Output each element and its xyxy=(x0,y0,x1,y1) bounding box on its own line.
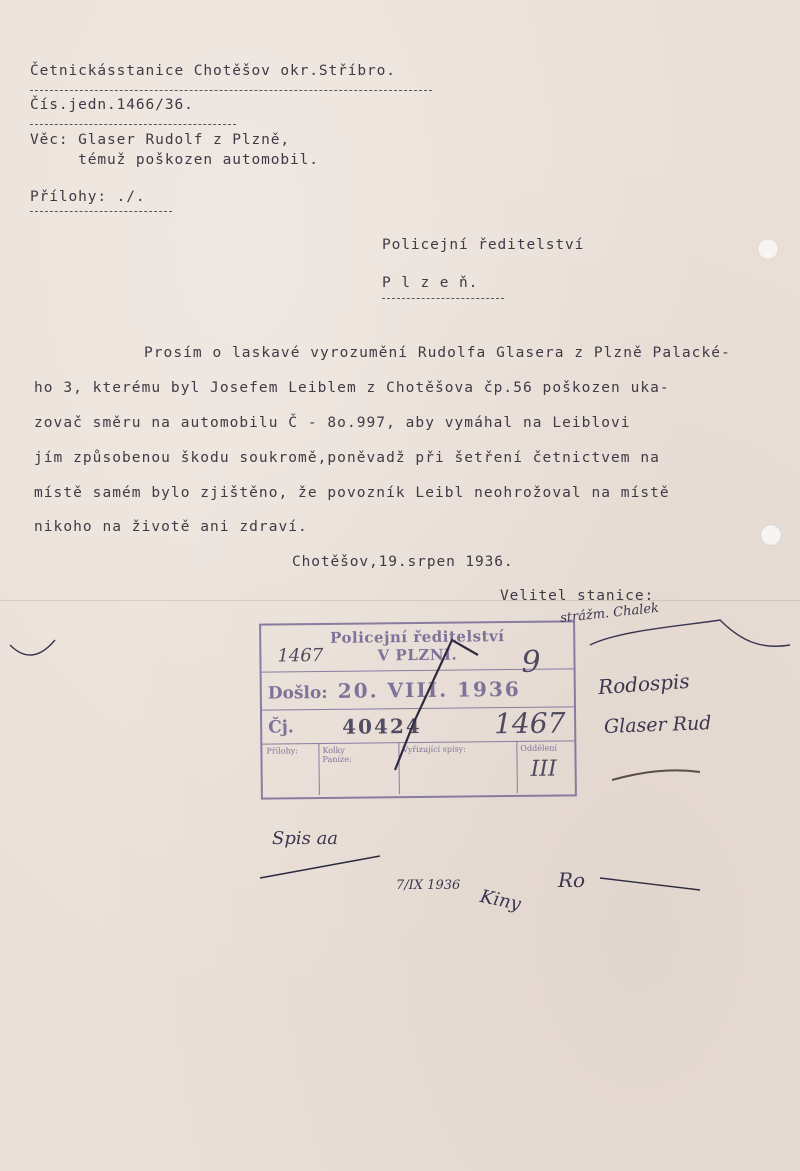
stamp-received-label: Došlo: xyxy=(267,682,328,704)
handwritten-date: 7/IX 1936 xyxy=(396,878,461,893)
place-date: Chotěšov,19.srpen 1936. xyxy=(292,554,514,570)
handwritten-note-rodospis: Rodospis xyxy=(597,668,691,700)
received-stamp xyxy=(259,620,577,799)
stamp-field-prilohy: Přílohy: xyxy=(266,746,298,756)
addressee-city: P l z e ň. xyxy=(382,275,479,291)
stamp-handwritten-cj: 1467 xyxy=(493,706,566,741)
stamp-header: Policejní ředitelství V PLZNI. xyxy=(329,627,505,665)
punch-hole-top xyxy=(757,238,779,260)
attachments-line: Přílohy: ./. xyxy=(30,189,146,205)
stamp-cj-number: 40424 xyxy=(342,713,422,739)
stamp-field-oddeleni: Oddělení xyxy=(520,743,558,753)
paper-fold xyxy=(0,600,800,601)
handwritten-note-glaser: Glaser Rud xyxy=(603,712,712,738)
header-underline xyxy=(30,90,432,91)
body-line-2: ho 3, kterému byl Josefem Leiblem z Chotěšova čp.56 poškozen uka- xyxy=(34,380,670,396)
handwritten-signature: strážm. Chalek xyxy=(559,600,660,627)
stamp-received-date: 20. VIII. 1936 xyxy=(337,676,521,703)
handwritten-spis: Spis aa xyxy=(272,828,339,849)
stamp-field-kolky: Kolky Paníze: xyxy=(322,745,352,765)
handwritten-initials-2: Ro xyxy=(558,868,586,892)
stamp-handwritten-9: 9 xyxy=(521,644,541,680)
subject-line-1: Věc: Glaser Rudolf z Plzně, xyxy=(30,132,291,148)
signature-title: Velitel stanice: xyxy=(500,588,655,604)
body-line-4: jím způsobenou škodu soukromě,poněvadž při šetření četnictvem na xyxy=(34,450,660,466)
body-line-5: místě samém bylo zjištěno, že povozník Leibl neohrožoval na místě xyxy=(34,485,670,501)
body-line-6: nikoho na životě ani zdraví. xyxy=(34,519,308,535)
attachments-underline xyxy=(30,211,172,212)
addressee-office: Policejní ředitelství xyxy=(382,237,585,253)
subject-line-2: témuž poškozen automobil. xyxy=(30,152,319,168)
stamp-cj-label: Čj. xyxy=(268,717,294,738)
body-line-1: Prosím o laskavé vyrozumění Rudolfa Glasera z Plzně Palacké- xyxy=(144,345,731,361)
body-line-3: zovač směru na automobilu Č - 8o.997, aby vymáhal na Leiblovi xyxy=(34,415,631,431)
stamp-field-vyrizuje: Vyřizující spisy: xyxy=(402,744,466,755)
stamp-oddeleni-value: III xyxy=(530,756,557,782)
station-header: Četnickásstanice Chotěšov okr.Stříbro. xyxy=(30,63,396,79)
handwritten-initials-1: Kiny xyxy=(478,885,523,916)
punch-hole-bottom xyxy=(760,524,782,546)
reference-number: Čís.jedn.1466/36. xyxy=(30,97,194,113)
stamp-handwritten-ref: 1467 xyxy=(277,644,324,667)
city-underline xyxy=(382,298,504,299)
reference-underline xyxy=(30,124,236,125)
